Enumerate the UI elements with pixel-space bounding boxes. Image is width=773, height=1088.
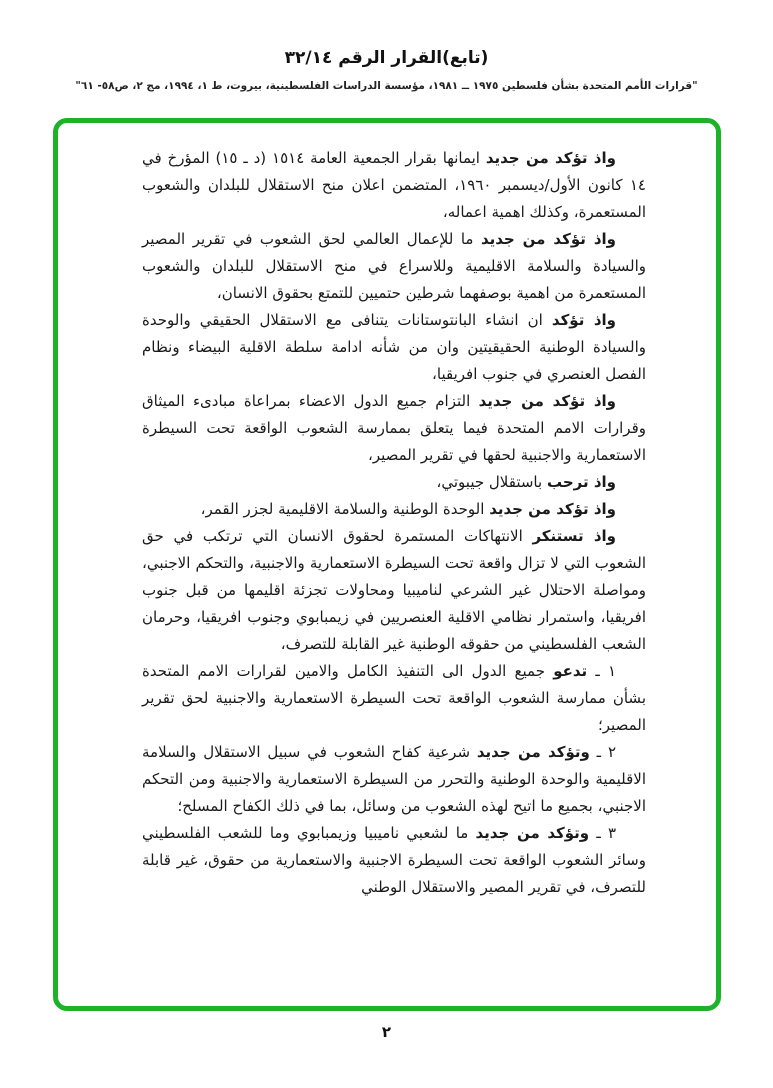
page-header [0, 48, 773, 92]
preamble-paragraph-3 [142, 307, 646, 388]
resolution-body [58, 123, 716, 919]
paragraph-text: ان انشاء البانتوستانات يتنافى مع الاستقلال الحقيقي والوحدة والسيادة الوطنية الحقيقيتين وان من شأنه ادامة سلطة الاقلية البيضاء ونظام الفصل العنصري في جنوب افريقيا، [142, 311, 646, 383]
resolution-title: (تابع)القرار الرقم ٣٢/١٤ [284, 48, 489, 68]
paragraph-text: شرعية كفاح الشعوب في سبيل الاستقلال والسلامة الاقليمية والوحدة الوطنية والتحرر من السيطرة الاستعمارية والاجنبية ومن التحكم الاجنبي، بجميع ما اتيح لهذه الشعوب من وسائل، بما في ذلك الكفاح المسلح؛ [142, 743, 646, 815]
paragraph-text: ما لشعبي ناميبيا وزيمبابوي وما للشعب الفلسطيني وسائر الشعوب الواقعة تحت السيطرة الاجنبية والاستعمارية من حقوق، غير قابلة للتصرف، في تقرير المصير والاستقلال الوطني [142, 824, 646, 896]
page-number: ٢ [381, 1023, 392, 1041]
paragraph-lead: واذ تؤكد من جديد [478, 392, 617, 410]
paragraph-text: ما للإعمال العالمي لحق الشعوب في تقرير المصير والسيادة والسلامة الاقليمية وللاسراع في منح الاستقلال للبلدان والشعوب المستعمرة من اهمية بوصفهما شرطين حتميين للتمتع بحقوق الانسان، [142, 230, 646, 302]
paragraph-lead: وتؤكد من جديد [476, 743, 590, 761]
operative-paragraph-3 [142, 820, 646, 901]
preamble-paragraph-6 [142, 496, 646, 523]
operative-paragraph-1 [142, 658, 646, 739]
paragraph-lead: واذ تؤكد من جديد [485, 149, 616, 167]
preamble-paragraph-2 [142, 226, 646, 307]
paragraph-lead: واذ ترحب [546, 473, 616, 491]
paragraph-lead: وتؤكد من جديد [475, 824, 590, 842]
paragraph-text: جميع الدول الى التنفيذ الكامل والامين لقرارات الامم المتحدة بشأن ممارسة الشعوب الواقعة تحت السيطرة الاستعمارية والاجنبية لحق تقرير المصير؛ [142, 662, 646, 734]
paragraph-number: ٢ ـ [589, 743, 616, 761]
paragraph-lead: واذ تؤكد [551, 311, 617, 329]
paragraph-lead: تدعو [553, 662, 588, 680]
paragraph-lead: واذ تؤكد من جديد [489, 500, 616, 518]
operative-paragraph-2 [142, 739, 646, 820]
paragraph-lead: واذ تؤكد من جديد [480, 230, 616, 248]
source-citation: "قرارات الأمم المتحدة بشأن فلسطين ١٩٧٥ ــ ١٩٨١، مؤسسة الدراسات الفلسطينية، بيروت، ط ١، ١٩٩٤، مج ٢، ص٥٨- ٦١" [75, 80, 698, 92]
green-border-frame [53, 118, 721, 1011]
paragraph-text: الوحدة الوطنية والسلامة الاقليمية لجزر القمر، [200, 500, 485, 518]
paragraph-number: ١ ـ [587, 662, 616, 680]
preamble-paragraph-5 [142, 469, 646, 496]
preamble-paragraph-7 [142, 523, 646, 658]
paragraph-number: ٣ ـ [589, 824, 616, 842]
preamble-paragraph-4 [142, 388, 646, 469]
preamble-paragraph-1 [142, 145, 646, 226]
paragraph-text: الانتهاكات المستمرة لحقوق الانسان التي ترتكب في حق الشعوب التي لا تزال واقعة تحت السيطرة الاستعمارية والاجنبية، والتحكم الاجنبي، ومواصلة الاحتلال غير الشرعي لناميبيا ومحاولات تجزئة اقليمها من قبل جنوب افريقيا، واستمرار نظامي الاقلية العنصريين في زيمبابوي وجنوب افريقيا، وحرمان الشعب الفلسطيني من حقوقه الوطنية غير القابلة للتصرف، [142, 527, 646, 653]
page-footer [0, 1022, 773, 1041]
paragraph-text: باستقلال جيبوتي، [436, 473, 543, 491]
paragraph-text: ايمانها بقرار الجمعية العامة ١٥١٤ (د ـ ١٥) المؤرخ في ١٤ كانون الأول/ديسمبر ١٩٦٠، المتضمن اعلان منح الاستقلال للبلدان والشعوب المستعمرة، وكذلك اهمية اعماله، [142, 149, 646, 221]
paragraph-text: التزام جميع الدول الاعضاء بمراعاة مبادىء الميثاق وقرارات الامم المتحدة فيما يتعلق بممارسة الشعوب الواقعة تحت السيطرة الاستعمارية والاجنبية لحقها في تقرير المصير، [142, 392, 646, 464]
paragraph-lead: واذ تستنكر [532, 527, 616, 545]
